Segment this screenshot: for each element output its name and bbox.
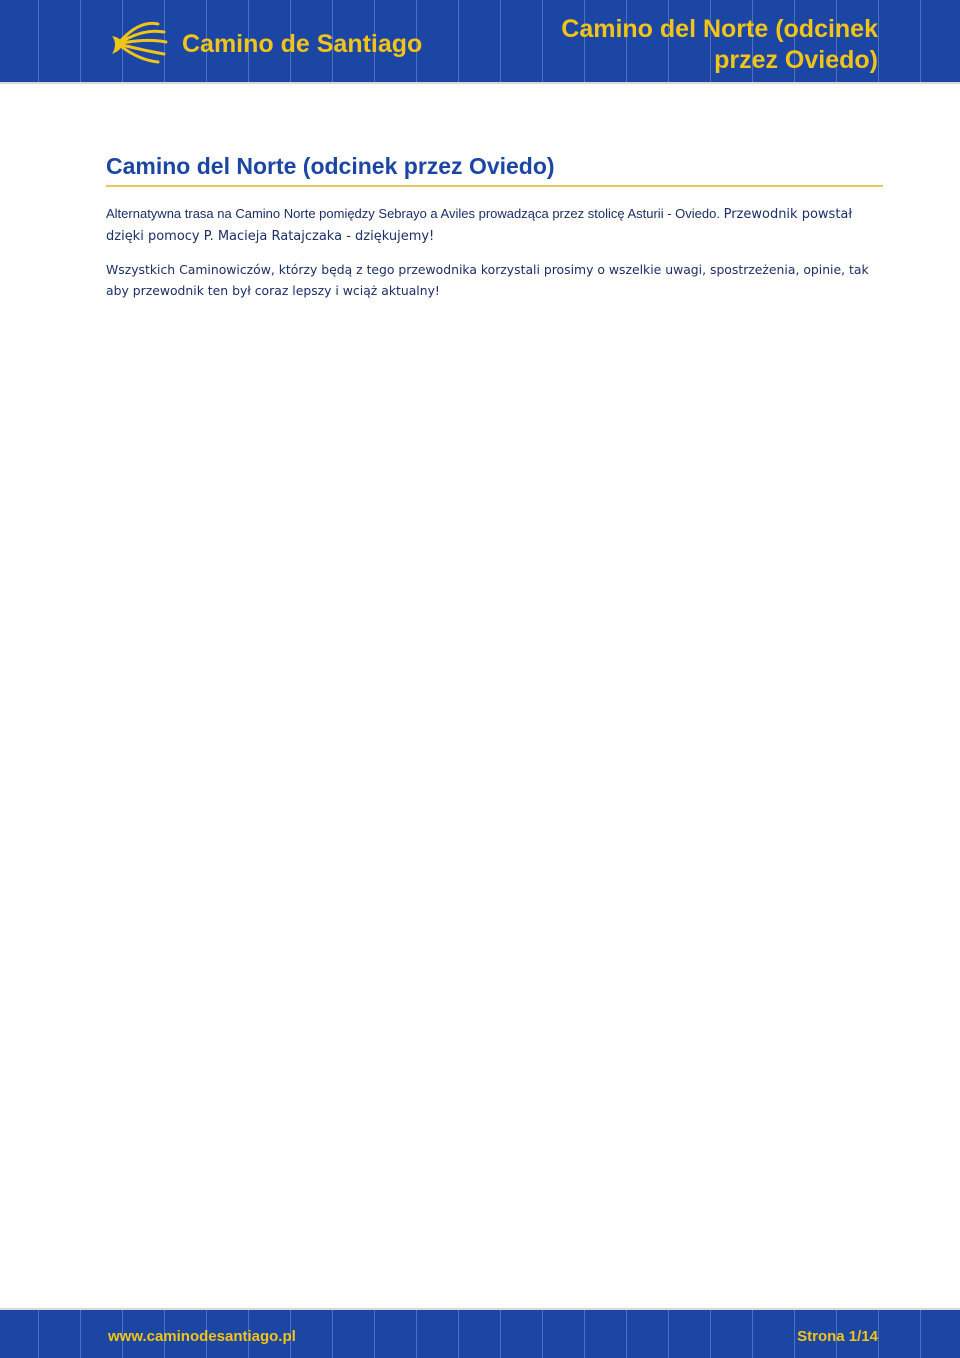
footer-url: www.caminodesantiago.pl [108, 1328, 296, 1345]
scallop-shell-icon [108, 18, 168, 66]
intro-paragraph [106, 203, 883, 247]
main-content [106, 152, 883, 301]
credit-text: Przewodnik powstał dzięki pomocy P. Macieja Ratajczaka - dziękujemy! [106, 207, 853, 244]
header-doc-title: Camino del Norte (odcinek przez Oviedo) [561, 15, 878, 74]
site-name: Camino de Santiago [182, 30, 423, 58]
intro-text: Alternatywna trasa na Camino Norte pomiędzy Sebrayo a Aviles prowadząca przez stolicę Asturii - Oviedo. [106, 206, 720, 221]
feedback-paragraph: Wszystkich Caminowiczów, którzy będą z tego przewodnika korzystali prosimy o wszelkie uwagi, spostrzeżenia, opinie, tak aby przewodnik ten był coraz lepszy i wciąż aktualny! [106, 262, 869, 298]
page-number: Strona 1/14 [797, 1328, 878, 1345]
page-title: Camino del Norte (odcinek przez Oviedo) [106, 152, 883, 187]
header-divider [0, 82, 960, 84]
